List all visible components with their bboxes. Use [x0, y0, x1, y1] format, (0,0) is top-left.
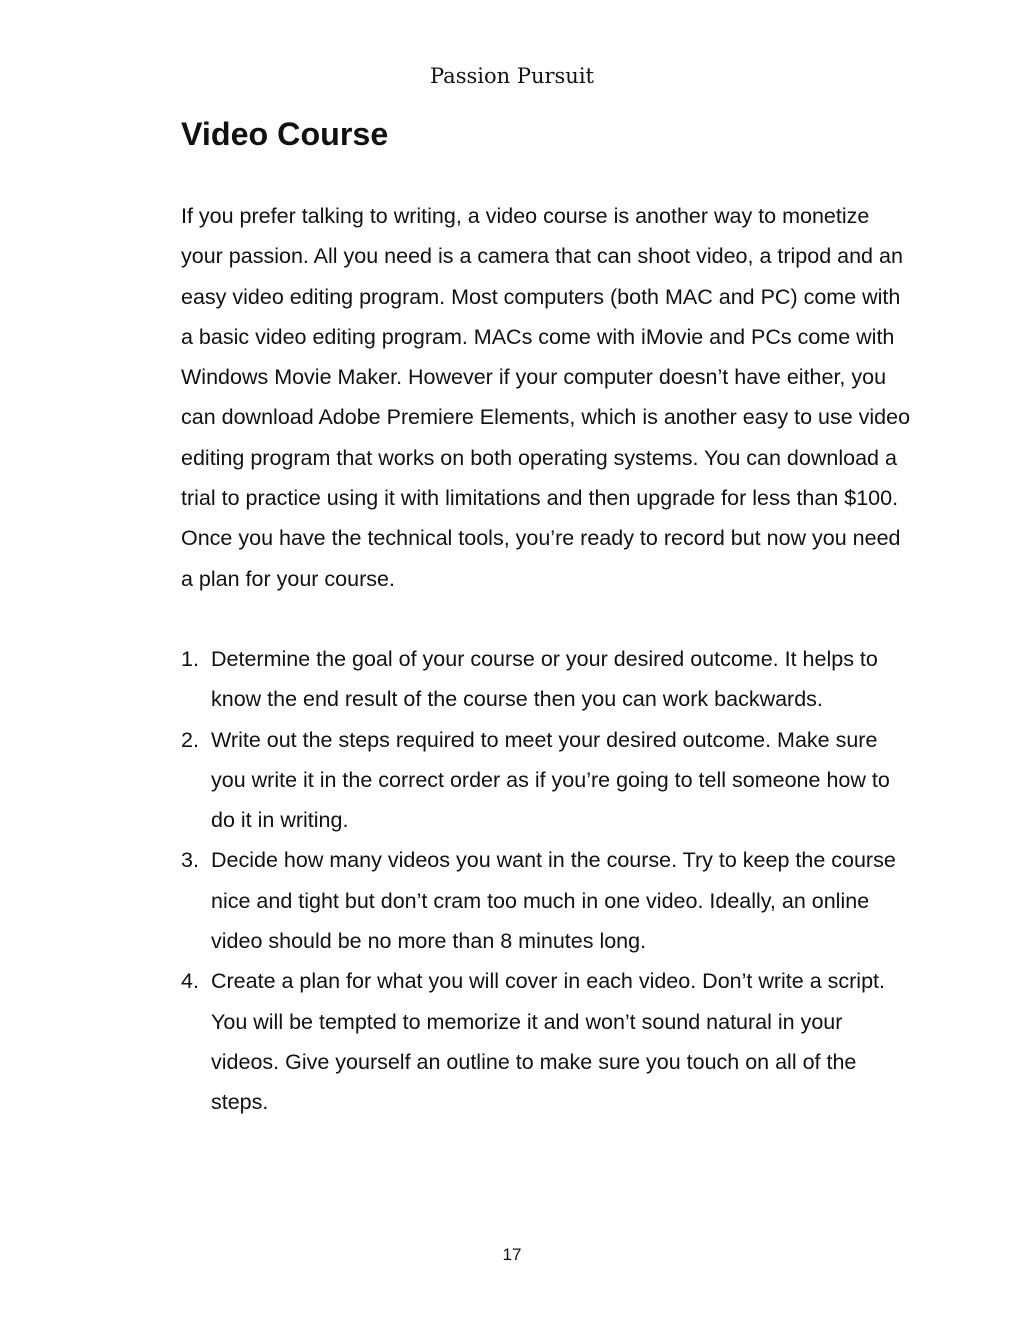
list-item: [181, 961, 911, 1122]
intro-paragraph: If you prefer talking to writing, a video course is another way to monetize your passion. All you need is a camera that can shoot video, a tripod and an easy video editing program. Most computers (both MAC and PC) come with a basic video editing program. MACs come with iMovie and PCs come with Windows Movie Maker. However if your computer doesn’t have either, you can download Adobe Premiere Elements, which is another easy to use video editing program that works on both operating systems. You can download a trial to practice using it with limitations and then upgrade for less than $100. Once you have the technical tools, you’re ready to record but now you need a plan for your course.: [181, 204, 911, 591]
running-header: Passion Pursuit: [430, 64, 594, 88]
list-item-number: 4.: [181, 969, 199, 994]
page-number: 17: [502, 1245, 522, 1264]
list-item-text: Write out the steps required to meet your desired outcome. Make sure you write it in the correct order as if you’re going to tell someone how to do it in writing.: [211, 727, 890, 833]
page-content: [181, 116, 911, 1123]
list-item: [181, 639, 911, 720]
list-item-number: 1.: [181, 646, 199, 671]
list-item-number: 2.: [181, 727, 199, 752]
list-item-number: 3.: [181, 848, 199, 873]
list-item-text: Decide how many videos you want in the course. Try to keep the course nice and tight but don’t cram too much in one video. Ideally, an online video should be no more than 8 minutes long.: [211, 848, 896, 954]
list-item-text: Create a plan for what you will cover in each video. Don’t write a script. You will be tempted to memorize it and won’t sound natural in your videos. Give yourself an outline to make sure you touch on all of the steps.: [211, 969, 885, 1115]
list-item: [181, 840, 911, 961]
section-title: Video Course: [181, 116, 389, 152]
list-item: [181, 720, 911, 841]
steps-list: [181, 639, 911, 1123]
list-item-text: Determine the goal of your course or your desired outcome. It helps to know the end result of the course then you can work backwards.: [211, 646, 878, 712]
